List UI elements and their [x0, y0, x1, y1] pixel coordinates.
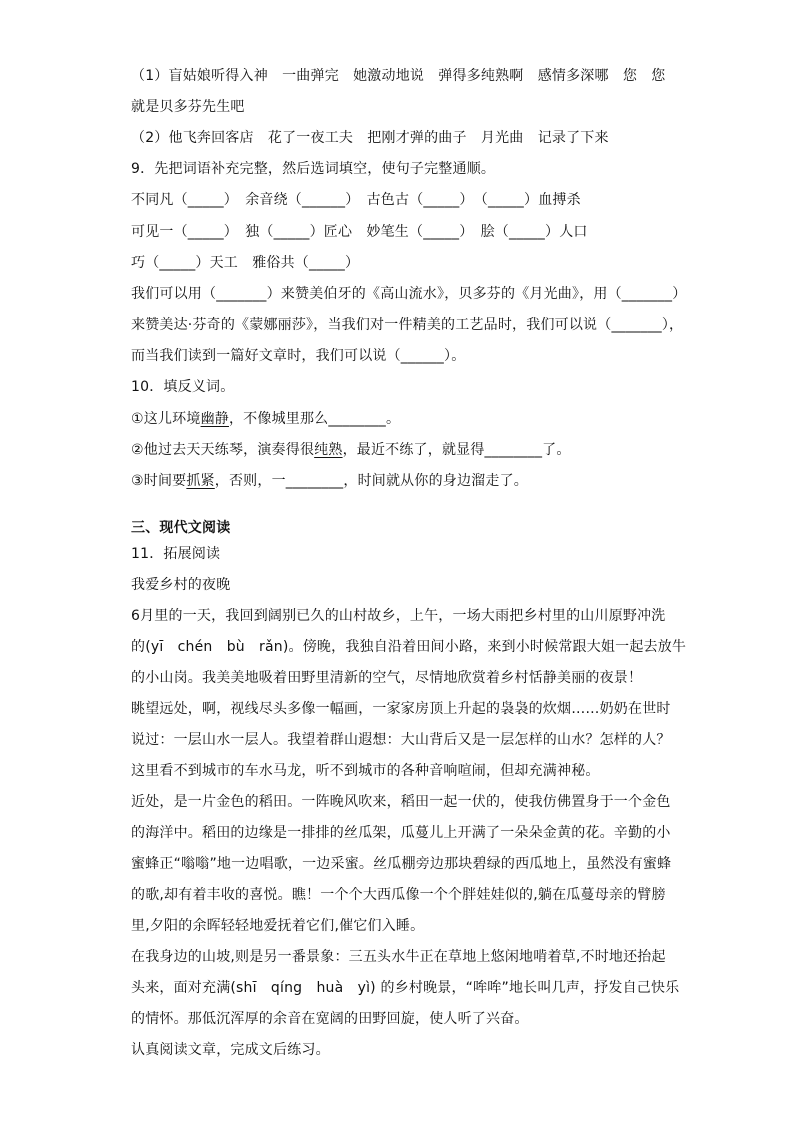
q9-fill-line-2: 来赞美达·芬奇的《蒙娜丽莎》，当我们对一件精美的工艺品时，我们可以说（_______）， — [131, 317, 684, 333]
underlined-word: 抓紧 — [186, 473, 215, 489]
q9-fill-line-1: 我们可以用（_______）来赞美伯牙的《高山流水》，贝多芬的《月光曲》，用（_______） — [131, 286, 687, 302]
q9-word-row-2: 可见一（_____） 独（_____）匠心 妙笔生（_____） 脍（_____）人口 — [131, 224, 588, 240]
article-line: 的海洋中。稻田的边缘是一排排的丝瓜架，瓜蔓儿上开满了一朵朵金黄的花。辛勤的小 — [131, 825, 671, 841]
q8-sentence-1b: 就是贝多芬先生吧 — [131, 99, 245, 115]
q9-fill-line-3: 而当我们读到一篇好文章时，我们可以说（______）。 — [131, 348, 466, 364]
article-line: 这里看不到城市的车水马龙，听不到城市的各种音响喧闹，但却充满神秘。 — [131, 763, 600, 779]
underlined-word: 纯熟 — [314, 442, 343, 458]
article-line: 说过：一层山水一层人。我望着群山遐想：大山背后又是一层怎样的山水？怎样的人？ — [131, 732, 671, 748]
article-line: 头来，面对充满(shī qíng huà yì) 的乡村晚景，“哞哞”地长叫几声，抒发自己快乐 — [131, 980, 680, 996]
article-line: 的歌,却有着丰收的喜悦。瞧！一个个大西瓜像一个个胖娃娃似的,躺在瓜蔓母亲的臂膀 — [131, 887, 666, 903]
q9-word-row-1: 不同凡（_____） 余音绕（______） 古色古（_____） （_____）血搏杀 — [131, 192, 581, 208]
q9-word-row-3: 巧（_____）天工 雅俗共（_____） — [131, 255, 360, 271]
q10-item-3: ③时间要抓紧，否则，一________，时间就从你的身边溜走了。 — [131, 473, 528, 489]
article-instruction: 认真阅读文章，完成文后练习。 — [131, 1042, 330, 1058]
article-line: 近处，是一片金色的稻田。一阵晚风吹来，稻田一起一伏的，使我仿佛置身于一个金色 — [131, 794, 671, 810]
section-heading: 三、现代文阅读 — [131, 520, 231, 536]
article-line: 的(yī chén bù rǎn)。傍晚，我独自沿着田间小路，来到小时候常跟大姐一起去放牛 — [131, 639, 687, 655]
q8-sentence-1a: （1）盲姑娘听得入神 一曲弹完 她激动地说 弹得多纯熟啊 感情多深哪 您 您 — [131, 68, 666, 84]
article-line: 的小山岗。我美美地吸着田野里清新的空气，尽情地欣赏着乡村恬静美丽的夜景！ — [131, 670, 643, 686]
article-line: 的情怀。那低沉浑厚的余音在宽阔的田野回旋，使人听了兴奋。 — [131, 1011, 529, 1027]
q10-item-1: ①这儿环境幽静，不像城里那么________。 — [131, 411, 401, 427]
q9-title: 9．先把词语补充完整，然后选词填空，使句子完整通顺。 — [131, 161, 496, 177]
article-line: 里,夕阳的余晖轻轻地爱抚着它们,催它们入睡。 — [131, 918, 425, 934]
article-line: 眺望远处，啊，视线尽头多像一幅画，一家家房顶上升起的袅袅的炊烟……奶奶在世时 — [131, 701, 671, 717]
underlined-word: 幽静 — [200, 411, 229, 427]
q11-title: 11．拓展阅读 — [131, 546, 221, 562]
article-line: 蜜蜂正“嗡嗡”地一边唱歌，一边采蜜。丝瓜棚旁边那块碧绿的西瓜地上，虽然没有蜜蜂 — [131, 856, 672, 872]
article-title: 我爱乡村的夜晚 — [131, 577, 231, 593]
article-line: 在我身边的山坡,则是另一番景象：三五头水牛正在草地上悠闲地啃着草,不时地还抬起 — [131, 949, 666, 965]
q10-title: 10．填反义词。 — [131, 379, 235, 395]
q10-item-2: ②他过去天天练琴，演奏得很纯熟，最近不练了，就显得________了。 — [131, 442, 571, 458]
q8-sentence-2: （2）他飞奔回客店 花了一夜工夫 把刚才弹的曲子 月光曲 记录了下来 — [131, 130, 609, 146]
article-line: 6月里的一天，我回到阔别已久的山村故乡，上午，一场大雨把乡村里的山川原野冲洗 — [131, 608, 666, 624]
